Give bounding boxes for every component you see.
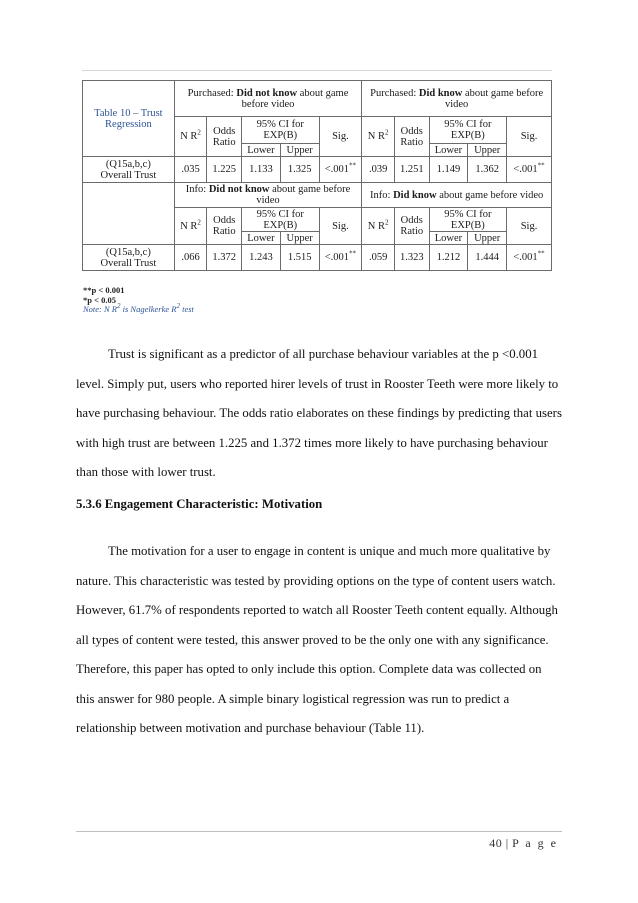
cell-lower: 1.212 bbox=[429, 245, 468, 271]
table-row bbox=[83, 245, 552, 271]
cell-odds: 1.372 bbox=[207, 245, 242, 271]
paragraph-trust: Trust is significant as a predictor of all purchase behaviour variables at the p <0.001 level. Simply put, users who reported hirer levels of trust in Rooster Teeth were more likely to have purchasing behaviour. The odds ratio elaborates on these findings by predicting that users with high trust are between 1.225 and 1.372 times more likely to have purchasing behaviour than those with lower trust. bbox=[76, 347, 562, 479]
col-odds: Odds Ratio bbox=[394, 208, 429, 245]
cell-upper: 1.444 bbox=[468, 245, 507, 271]
note-p005: *p < 0.05 bbox=[83, 294, 116, 305]
cell-upper: 1.325 bbox=[280, 157, 319, 183]
col-lower: Lower bbox=[242, 232, 281, 245]
info-did-know-header: Info: Did know about game before video bbox=[362, 183, 552, 208]
col-odds: Odds Ratio bbox=[207, 208, 242, 245]
note-nagelkerke: Note: N $R^2$ is Nagelkerke $R^2$ test bbox=[83, 302, 194, 314]
info-did-not-know-header: Info: Did not know about game before video bbox=[174, 183, 362, 208]
row-label: (Q15a,b,c) Overall Trust bbox=[83, 157, 175, 183]
row-label: (Q15a,b,c) Overall Trust bbox=[83, 245, 175, 271]
section-heading: 5.3.6 Engagement Characteristic: Motivation bbox=[76, 497, 323, 511]
col-upper: Upper bbox=[280, 232, 319, 245]
col-ci: 95% CI for EXP(B) bbox=[429, 208, 506, 232]
page-label: P a g e bbox=[512, 836, 558, 850]
col-nr2: N $R^2$ bbox=[174, 117, 207, 157]
blank-cell bbox=[83, 183, 175, 245]
cell-nr2: .039 bbox=[362, 157, 395, 183]
cell-odds: 1.225 bbox=[207, 157, 242, 183]
cell-sig: <.001** bbox=[319, 245, 362, 271]
cell-sig: <.001** bbox=[507, 245, 552, 271]
col-sig: Sig. bbox=[507, 208, 552, 245]
cell-lower: 1.243 bbox=[242, 245, 281, 271]
cell-odds: 1.251 bbox=[394, 157, 429, 183]
col-nr2: N $R^2$ bbox=[174, 208, 207, 245]
col-lower: Lower bbox=[242, 144, 281, 157]
paragraph-motivation: The motivation for a user to engage in content is unique and much more qualitative by nature. This characteristic was tested by providing options on the type of content users watch. However, 61.7% of respondents reported to watch all Rooster Teeth content equally. Although all types of content were tested, this answer proved to be the only one with any significance. Therefore, this paper has opted to only include this option. Complete data was collected on this answer for 980 people. A simple binary logistical regression was run to predict a relationship between motivation and purchase behaviour (Table 11). bbox=[76, 544, 558, 735]
cell-upper: 1.362 bbox=[468, 157, 507, 183]
trust-regression-table bbox=[82, 80, 552, 271]
footer-divider bbox=[76, 831, 562, 832]
col-sig: Sig. bbox=[507, 117, 552, 157]
cell-odds: 1.323 bbox=[394, 245, 429, 271]
col-ci: 95% CI for EXP(B) bbox=[429, 117, 506, 144]
table-caption: Table 10 – Trust Regression bbox=[83, 81, 175, 157]
col-nr2: N $R^2$ bbox=[362, 117, 395, 157]
col-nr2: N $R^2$ bbox=[362, 208, 395, 245]
col-upper: Upper bbox=[280, 144, 319, 157]
note-p001: **p < 0.001 bbox=[83, 285, 125, 295]
table-row bbox=[83, 157, 552, 183]
col-sig: Sig. bbox=[319, 208, 362, 245]
cell-sig: <.001** bbox=[319, 157, 362, 183]
col-upper: Upper bbox=[468, 144, 507, 157]
col-ci: 95% CI for EXP(B) bbox=[242, 117, 319, 144]
page-footer: 40 | P a g e bbox=[489, 836, 558, 850]
col-lower: Lower bbox=[429, 232, 468, 245]
cell-nr2: .059 bbox=[362, 245, 395, 271]
table-notes bbox=[83, 286, 194, 315]
cell-lower: 1.133 bbox=[242, 157, 281, 183]
col-odds: Odds Ratio bbox=[207, 117, 242, 157]
cell-nr2: .066 bbox=[174, 245, 207, 271]
col-ci: 95% CI for EXP(B) bbox=[242, 208, 319, 232]
cell-lower: 1.149 bbox=[429, 157, 468, 183]
purchased-did-know-header: Purchased: Did know about game before video bbox=[362, 81, 552, 117]
col-upper: Upper bbox=[468, 232, 507, 245]
purchased-did-not-know-header: Purchased: Did not know about game before video bbox=[174, 81, 362, 117]
col-sig: Sig. bbox=[319, 117, 362, 157]
cell-upper: 1.515 bbox=[280, 245, 319, 271]
cell-nr2: .035 bbox=[174, 157, 207, 183]
col-lower: Lower bbox=[429, 144, 468, 157]
col-odds: Odds Ratio bbox=[394, 117, 429, 157]
cell-sig: <.001** bbox=[507, 157, 552, 183]
page-number: 40 bbox=[489, 836, 503, 850]
